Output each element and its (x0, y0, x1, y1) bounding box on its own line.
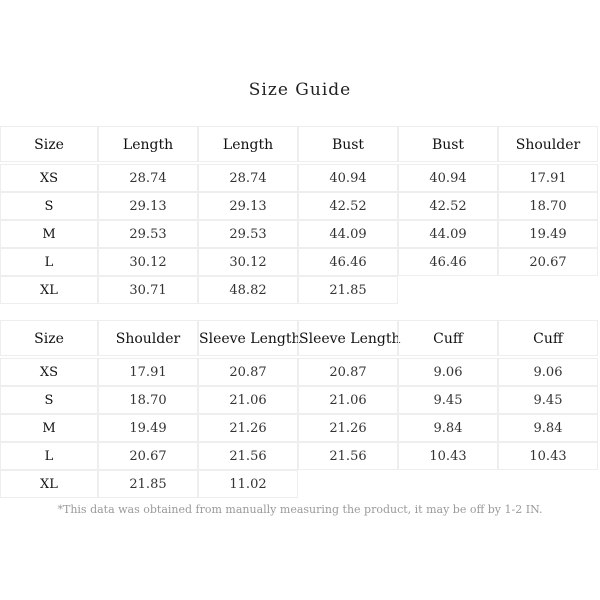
table-row (0, 414, 600, 442)
table-cell: 21.06 (298, 386, 398, 414)
table-cell: 9.84 (498, 414, 598, 442)
table-cell: 19.49 (98, 414, 198, 442)
table-cell: 40.94 (298, 164, 398, 192)
table-cell: 20.67 (498, 248, 598, 276)
table-cell: 42.52 (298, 192, 398, 220)
table-row (0, 276, 600, 304)
table-cell: 20.87 (298, 358, 398, 386)
table-cell: 28.74 (198, 164, 298, 192)
table-cell: 10.43 (498, 442, 598, 470)
table-cell: 17.91 (98, 358, 198, 386)
table-header-row (0, 320, 600, 356)
table-cell: 30.12 (198, 248, 298, 276)
size-cell: S (0, 386, 98, 414)
header-cell: Shoulder (498, 126, 598, 162)
table-row (0, 442, 600, 470)
table-cell: 21.85 (98, 470, 198, 498)
table-cell: 19.49 (498, 220, 598, 248)
measurement-note: *This data was obtained from manually measuring the product, it may be off by 1-2 IN. (57, 503, 543, 516)
header-cell: Bust (298, 126, 398, 162)
size-cell: L (0, 248, 98, 276)
table-row (0, 220, 600, 248)
table-cell: 46.46 (398, 248, 498, 276)
table-cell: 20.67 (98, 442, 198, 470)
table-cell: 21.26 (198, 414, 298, 442)
table-cell: 9.45 (498, 386, 598, 414)
table-cell: 18.70 (498, 192, 598, 220)
table-cell: 29.53 (198, 220, 298, 248)
table-cell: 18.70 (98, 386, 198, 414)
header-cell: Cuff (498, 320, 598, 356)
size-cell: M (0, 414, 98, 442)
table-cell: 11.02 (198, 470, 298, 498)
header-cell: Sleeve Length (198, 320, 298, 356)
header-cell: Cuff (398, 320, 498, 356)
table-cell: 21.56 (198, 442, 298, 470)
table-cell: 29.13 (98, 192, 198, 220)
header-cell: Size (0, 126, 98, 162)
table-cell: 30.71 (98, 276, 198, 304)
table-cell: 21.26 (298, 414, 398, 442)
size-cell: M (0, 220, 98, 248)
header-cell: Sleeve Length (298, 320, 398, 356)
table-cell: 30.12 (98, 248, 198, 276)
table-header-row (0, 126, 600, 162)
size-cell: S (0, 192, 98, 220)
table-row (0, 192, 600, 220)
table-cell: 46.46 (298, 248, 398, 276)
table-cell: 10.43 (398, 442, 498, 470)
size-cell: XL (0, 470, 98, 498)
table-cell: 9.45 (398, 386, 498, 414)
table-cell: 9.06 (398, 358, 498, 386)
header-cell: Length (98, 126, 198, 162)
table-row (0, 470, 600, 498)
size-cell: L (0, 442, 98, 470)
table-cell: 29.13 (198, 192, 298, 220)
table-cell: 29.53 (98, 220, 198, 248)
table-cell: 21.56 (298, 442, 398, 470)
header-cell: Shoulder (98, 320, 198, 356)
table-cell: 21.06 (198, 386, 298, 414)
table-cell: 44.09 (298, 220, 398, 248)
header-cell: Length (198, 126, 298, 162)
table-cell: 28.74 (98, 164, 198, 192)
table-cell: 42.52 (398, 192, 498, 220)
size-cell: XL (0, 276, 98, 304)
table-cell: 9.06 (498, 358, 598, 386)
table-cell: 21.85 (298, 276, 398, 304)
table-cell: 44.09 (398, 220, 498, 248)
header-cell: Bust (398, 126, 498, 162)
header-cell: Size (0, 320, 98, 356)
table-cell: 48.82 (198, 276, 298, 304)
size-cell: XS (0, 358, 98, 386)
table-row (0, 358, 600, 386)
table-cell: 17.91 (498, 164, 598, 192)
table-cell: 9.84 (398, 414, 498, 442)
table-row (0, 248, 600, 276)
table-row (0, 164, 600, 192)
table-row (0, 386, 600, 414)
size-cell: XS (0, 164, 98, 192)
table-cell: 40.94 (398, 164, 498, 192)
table-cell: 20.87 (198, 358, 298, 386)
page-title: Size Guide (248, 80, 352, 100)
